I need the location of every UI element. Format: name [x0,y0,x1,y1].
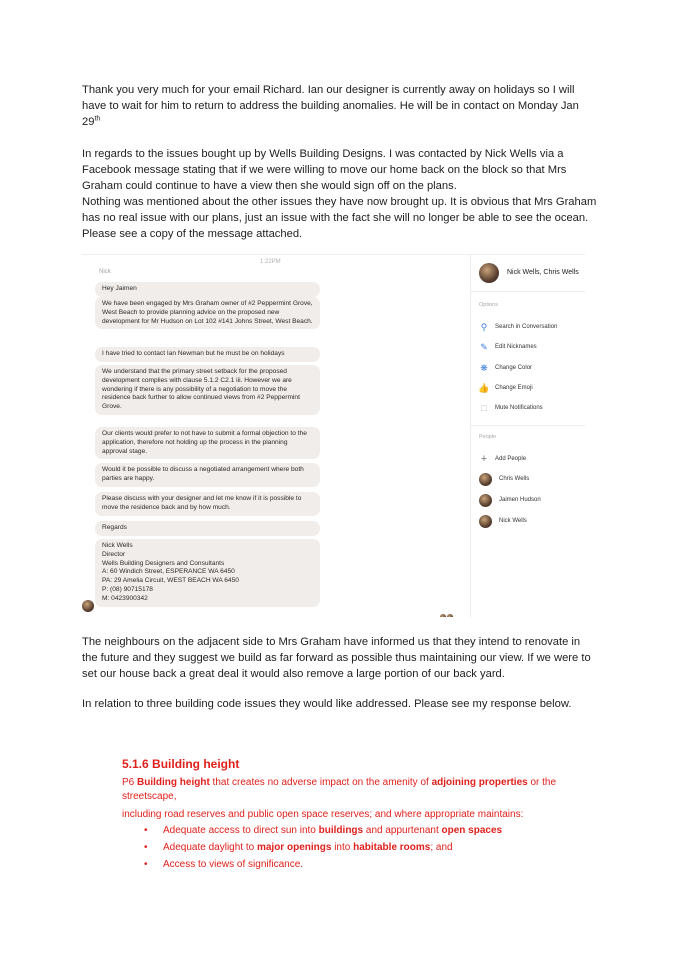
paragraph-intro [82,82,597,130]
add-people-button[interactable] [479,453,526,465]
option-change-color[interactable] [479,362,532,374]
message-text: Regards [102,524,127,531]
person-chris-wells[interactable] [479,472,529,486]
conversation-header [471,255,585,292]
avatar [479,515,492,528]
messenger-screenshot [82,254,585,617]
section-heading: 5.1.6 Building height [122,757,240,771]
message-text: Would it be possible to discuss a negotiated arrangement where both parties are happy. [102,466,304,482]
option-label: Mute Notifications [495,405,543,411]
message-greeting: Hey Jaimen [102,285,137,292]
term-habitable-rooms: habitable rooms [353,842,431,853]
add-people-label: Add People [495,456,527,462]
pencil-icon: ✎ [480,341,488,352]
sender-name: Nick [99,269,111,275]
seen-avatar [440,614,446,617]
message-bubble-signature [95,539,320,607]
conversation-sidebar [470,255,585,617]
options-label: Options [479,302,498,308]
option-label: Change Color [495,365,533,371]
superscript-th: th [94,115,101,123]
bullet: • [144,825,148,836]
issues-text: In regards to the issues bought up by Wells Building Designs. I was contacted by Nick Wells via a Facebook message stating that if we were willing to move our home back on the block so that Mrs Graham could continue to have a view then she would sign off on the plans. [82,148,567,192]
palette-icon: ❋ [480,362,488,373]
signature-postal-address: PA: 29 Amelia Circuit, WEST BEACH WA 6450 [102,577,239,585]
message-bubble [95,297,320,329]
option-search[interactable] [479,321,557,333]
plus-icon: + [480,453,488,465]
person-jaimen-hudson[interactable] [479,493,541,507]
nothing-mentioned-text: Nothing was mentioned about the other issues they have now brought up. It is obvious that Mrs Graham has no real issue with our plans, just an issue with the fact she will no longer be able to see the ocean. [82,196,597,224]
option-label: Edit Nicknames [495,344,537,350]
neighbours-text: The neighbours on the adjacent side to Mrs Graham have informed us that they intend to renovate in the future and they suggest we build as far forward as possible thus maintaining our view. If we were to set our house back a great deal it would also remove a large portion of our back yard. [82,636,591,680]
message-bubble [95,463,320,487]
signature-title: Director [102,550,126,558]
option-label: Search in Conversation [495,324,558,330]
p6-line3: including road reserves and public open space reserves; and where appropriate maintains: [122,809,524,820]
paragraph-issues [82,146,597,242]
term-building-height: Building height [137,777,210,788]
person-name: Chris Wells [499,476,530,482]
term-buildings: buildings [318,825,364,836]
message-bubble [95,521,320,536]
bell-icon: □ [481,403,487,413]
bullet-text: Adequate daylight to [163,842,257,853]
option-edit-nicknames[interactable] [479,341,537,353]
message-text: We have been engaged by Mrs Graham owner of #2 Peppermint Grove, West Beach to provide planning advice on the proposed new development for Mr Hudson on Lot 102 #141 Johns Street, West Beach. [102,300,313,325]
seen-indicators [440,607,454,617]
p6-end: or the [527,777,557,788]
option-mute-notifications[interactable] [479,402,543,414]
message-text: I have tried to contact Ian Newman but he must be on holidays [102,350,285,357]
conversation-name: Nick Wells, Chris Wells [507,269,579,276]
bullet-item-views: Access to views of significance. [163,859,304,870]
message-bubble [95,492,320,516]
signature-mobile: M: 0423900342 [102,594,148,602]
avatar [479,494,492,507]
bullet-text: Adequate access to direct sun into [163,825,319,836]
bullet: • [144,842,148,853]
person-nick-wells[interactable] [479,514,527,528]
bullet-text: into [331,842,354,853]
bullet: • [144,859,148,870]
intro-text: Thank you very much for your email Richard. Ian our designer is currently away on holidays so I will have to wait for him to return to address the building anomalies. He will be in contact on Monday Jan 29 [82,84,579,128]
signature-address: A: 60 Windich Street, ESPERANCE WA 6450 [102,568,235,576]
sender-avatar [82,600,94,612]
term-major-openings: major openings [256,842,332,853]
option-change-emoji[interactable] [479,382,533,394]
p6-prefix: P6 [122,777,138,788]
message-text: We understand that the primary street setback for the proposed development complies with clause 5.1.2 C2.1 iii. However we are wondering if there is any possibility of a negotiation to move the residence back further to allow continued views from #2 Peppermint Grove. [102,368,300,411]
person-name: Nick Wells [499,518,527,524]
person-name: Jaimen Hudson [499,497,541,503]
message-time: 1:22PM [260,259,281,265]
p6-text [122,776,602,790]
signature-name: Nick Wells [102,542,133,549]
term-adjoining-properties: adjoining properties [431,777,528,788]
p6-line2: streetscape, [122,791,177,802]
see-attached-text: Please see a copy of the message attached. [82,228,303,240]
signature-company: Wells Building Designers and Consultants [102,559,225,567]
option-label: Change Emoji [495,385,533,391]
p6-mid: that creates no adverse impact on the amenity of [209,777,432,788]
thumbs-up-icon: 👍 [478,382,490,393]
people-label: People [479,434,497,440]
search-icon: ⚲ [480,321,488,332]
group-avatar [479,263,499,283]
term-open-spaces: open spaces [441,825,503,836]
message-bubble [95,282,320,297]
paragraph-building-code [82,696,597,712]
bullet-item-sun [163,825,502,836]
message-text: Please discuss with your designer and let me know if it is possible to move the residence back and by how much. [102,495,302,511]
message-text: Our clients would prefer to not have to submit a formal objection to the application, therefore not holding up the process in the planning approval stage. [102,430,307,455]
signature-phone: P: (08) 90715178 [102,585,153,593]
building-code-text: In relation to three building code issues they would like addressed. Please see my response below. [82,698,572,710]
divider [471,425,585,426]
bullet-text: and appurtenant [363,825,442,836]
bullet-item-daylight [163,842,453,853]
paragraph-neighbours [82,634,597,682]
bullet-text: ; and [430,842,453,853]
seen-avatar [447,614,453,617]
avatar [479,473,492,486]
message-bubble [95,427,320,459]
message-bubble [95,347,320,362]
message-bubble [95,365,320,415]
